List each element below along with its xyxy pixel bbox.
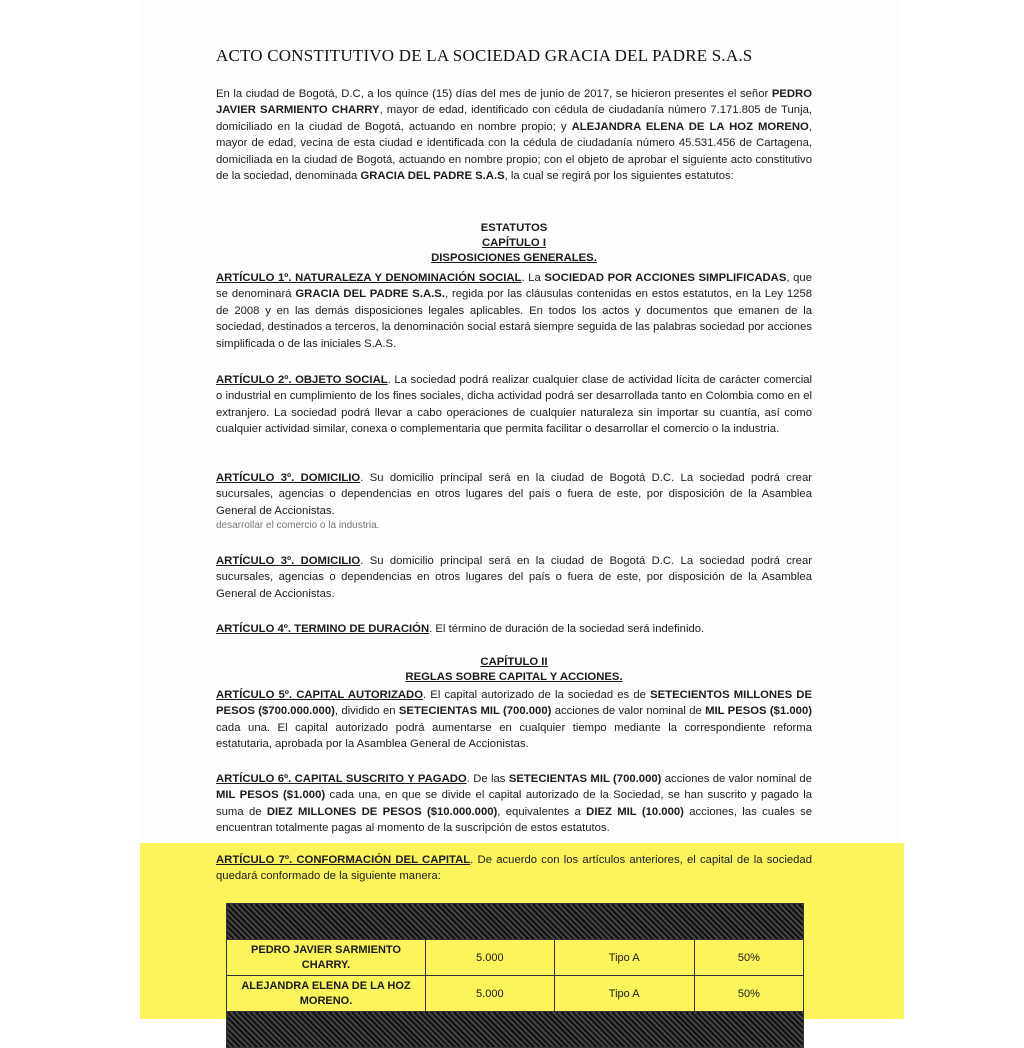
founder-name-1: PEDRO JAVIER SARMIENTO CHARRY [216, 88, 812, 117]
table-row [227, 976, 804, 1012]
chapter-2-heading [216, 655, 812, 685]
estatutos-heading: ESTATUTOS [480, 222, 548, 234]
table-footer-band [227, 1012, 804, 1048]
article-3-duplicate: ARTÍCULO 3º. DOMICILIO. Su domicilio principal será en la ciudad de Bogotá D.C. La sociedad podrá crear sucursales, agencias o dependencias en otros lugares del país o fuera de este, por disposición de la Asamblea General de Accionistas. [216, 555, 812, 600]
company-name: GRACIA DEL PADRE S.A.S [360, 170, 505, 183]
share-percent: 50% [694, 976, 803, 1012]
article-7: ARTÍCULO 7º. CONFORMACIÓN DEL CAPITAL. De acuerdo con los artículos anteriores, el capital de la sociedad quedará conformado de la siguiente manera: [216, 854, 812, 883]
article-1: ARTÍCULO 1º. NATURALEZA Y DENOMINACIÓN SOCIAL. La SOCIEDAD POR ACCIONES SIMPLIFICADAS, que se denominará GRACIA DEL PADRE S.A.S., regida por las cláusulas contenidas en estos estatutos, en la Ley 1258 de 2008 y en las demás disposiciones legales aplicables. En todos los actos y documentos que emanen de la sociedad, destinados a terceros, la denominación social estará siempre seguida de las palabras sociedad por acciones simplificada o de las iniciales S.A.S. [216, 272, 813, 350]
article-2-heading: ARTÍCULO 2º. OBJETO SOCIAL [216, 374, 388, 386]
chapter-1-title: CAPÍTULO I [481, 237, 546, 249]
shareholder-name: PEDRO JAVIER SARMIENTO CHARRY. [227, 940, 426, 976]
table-row [227, 940, 804, 976]
article-5: ARTÍCULO 5º. CAPITAL AUTORIZADO. El capital autorizado de la sociedad es de SETECIENTOS MILLONES DE PESOS ($700.000.000), dividido en SETECIENTAS MIL (700.000) acciones de valor nominal de MIL PESOS ($1.000) cada una. El capital autorizado podrá aumentarse en cualquier tiempo mediante la correspondiente reforma estatutaria, aprobada por la Asamblea General de Accionistas. [216, 689, 812, 751]
share-count: 5.000 [426, 940, 555, 976]
overlap-residue: desarrollar el comercio o la industria. [216, 520, 380, 531]
article-3-heading: ARTÍCULO 3º. DOMICILIO [216, 472, 361, 484]
article-5-heading: ARTÍCULO 5º. CAPITAL AUTORIZADO [216, 689, 423, 701]
founder-name-2: ALEJANDRA ELENA DE LA HOZ MORENO [571, 120, 809, 133]
article-6-heading: ARTÍCULO 6º. CAPITAL SUSCRITO Y PAGADO [216, 773, 467, 785]
share-type: Tipo A [554, 940, 694, 976]
table-header-band [227, 904, 804, 940]
article-3: ARTÍCULO 3º. DOMICILIO. Su domicilio principal será en la ciudad de Bogotá D.C. La sociedad podrá crear sucursales, agencias o dependencias en otros lugares del país o fuera de este, por disposición de la Asamblea General de Accionistas. [216, 472, 812, 517]
article-2: ARTÍCULO 2º. OBJETO SOCIAL. La sociedad podrá realizar cualquier clase de actividad lícita de carácter comercial o industrial en cumplimiento de los fines sociales, dicha actividad podrá ser desarrollada tanto en Colombia como en el extranjero. La sociedad podrá llevar a cabo operaciones de cualquier naturaleza sin importar su cuantía, así como cualquier actividad similar, conexa o complementaria que permita facilitar o desarrollar el comercio o la industria. [216, 374, 812, 436]
shareholder-name: ALEJANDRA ELENA DE LA HOZ MORENO. [227, 976, 426, 1012]
chapter-2-title: CAPÍTULO II [480, 656, 548, 668]
article-1-heading: ARTÍCULO 1º. NATURALEZA Y DENOMINACIÓN SOCIAL [216, 272, 522, 284]
chapter-2-subtitle: REGLAS SOBRE CAPITAL Y ACCIONES. [405, 671, 623, 683]
article-3-heading-duplicate: ARTÍCULO 3º. DOMICILIO [216, 555, 361, 567]
article-6: ARTÍCULO 6º. CAPITAL SUSCRITO Y PAGADO. De las SETECIENTAS MIL (700.000) acciones de valor nominal de MIL PESOS ($1.000) cada una, en que se divide el capital autorizado de la Sociedad, se han suscrito y pagado la suma de DIEZ MILLONES DE PESOS ($10.000.000), equivalentes a DIEZ MIL (10.000) acciones, las cuales se encuentran totalmente pagas al momento de la suscripción de estos estatutos. [216, 773, 813, 835]
article-4: ARTÍCULO 4º. TERMINO DE DURACIÓN. El término de duración de la sociedad será indefinido. [216, 623, 705, 635]
document-title: ACTO CONSTITUTIVO DE LA SOCIEDAD GRACIA DEL PADRE S.A.S [216, 46, 753, 65]
article-4-heading: ARTÍCULO 4º. TERMINO DE DURACIÓN [216, 623, 430, 635]
chapter-1-heading [216, 221, 812, 266]
capital-table [226, 903, 804, 1048]
share-type: Tipo A [554, 976, 694, 1012]
article-7-heading: ARTÍCULO 7º. CONFORMACIÓN DEL CAPITAL [216, 854, 471, 866]
intro-paragraph: En la ciudad de Bogotá, D.C, a los quince (15) días del mes de junio de 2017, se hicieron presentes el señor PEDRO JAVIER SARMIENTO CHARRY, mayor de edad, identificado con cédula de ciudadanía número 7.171.805 de Tunja, domiciliado en la ciudad de Bogotá, actuando en nombre propio; y ALEJANDRA ELENA DE LA HOZ MORENO, mayor de edad, vecina de esta ciudad e identificada con la cédula de ciudadanía número 45.531.456 de Cartagena, domiciliada en la ciudad de Bogotá, actuando en nombre propio; con el objeto de aprobar el siguiente acto constitutivo de la sociedad, denominada GRACIA DEL PADRE S.A.S, la cual se regirá por los siguientes estatutos: [216, 88, 813, 183]
share-percent: 50% [694, 940, 803, 976]
chapter-1-subtitle: DISPOSICIONES GENERALES. [431, 252, 597, 264]
share-count: 5.000 [426, 976, 555, 1012]
